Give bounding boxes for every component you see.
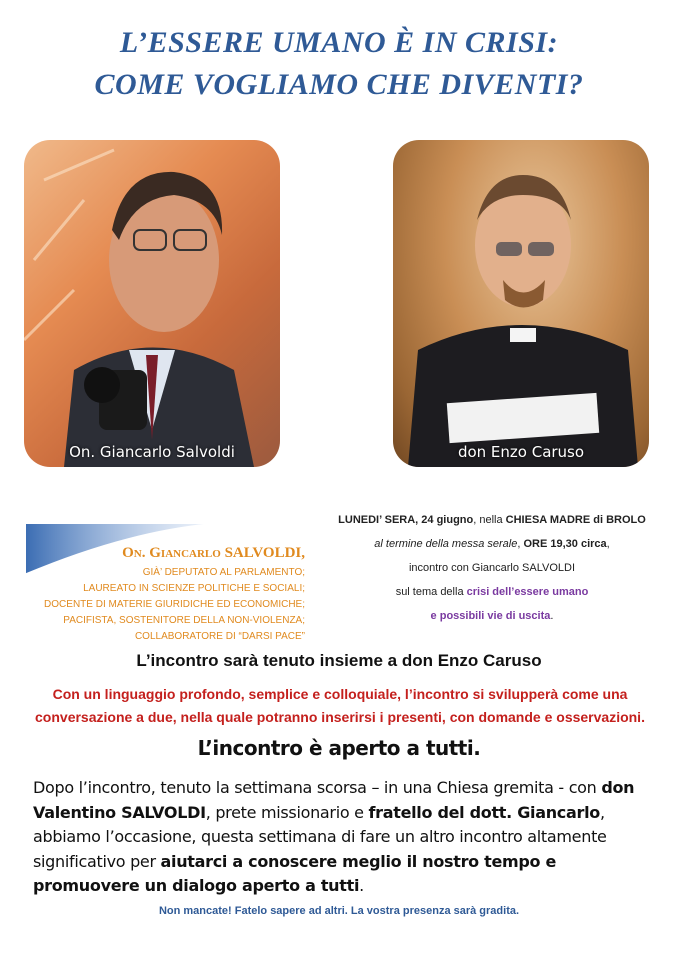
body-bold: don Valentino SALVOLDI [33,778,635,822]
event-date: LUNEDI’ SERA, 24 giugno [338,514,474,526]
body-text: , abbiamo l’occasione, questa settimana di fare un altro incontro altamente significativo per [33,802,607,871]
event-line-4 [322,580,662,604]
photo-enzo-caruso [393,140,649,467]
bio-line: COLLABORATORE DI “DARSI PACE” [134,631,305,642]
body-text: Dopo l’incontro, tenuto la settimana scorsa – in una Chiesa gremita - con [33,778,602,797]
event-text: . [550,610,554,622]
footer-note: Non mancate! Fatelo sapere ad altri. La vostra presenza sarà gradita. [158,905,520,917]
body-bold: aiutarci a conoscere meglio il nostro tempo e promuovere un dialogo aperto a tutti [33,851,557,895]
event-timing: al termine della messa serale [374,538,518,550]
event-topic: crisi dell’essere umano [466,586,589,598]
bio-lines [0,565,305,645]
bio-name: On. Giancarlo SALVOLDI, [122,545,305,561]
event-text: , [606,538,610,550]
event-line-1 [322,508,662,532]
open-to-all-heading: L’incontro è aperto a tutti. [197,736,481,760]
portrait-illustration-right [393,140,649,467]
event-text: sul tema della [395,586,467,598]
event-topic-2: e possibili vie di uscita [430,610,551,622]
headline: L’incontro sarà tenuto insieme a don Enzo Caruso [136,651,542,670]
bio-line: PACIFISTA, SOSTENITORE DELLA NON-VIOLENZA; [63,615,305,626]
bio-line: DOCENTE DI MATERIE GIURIDICHE ED ECONOMICHE; [44,599,305,610]
red-description: Con un linguaggio profondo, semplice e colloquiale, l’incontro si svilupperà come una conversazione a due, nella quale potranno inserirsi i presenti, con domande e osservazioni. [35,686,645,725]
event-time: ORE 19,30 circa [523,538,607,550]
photo-caption-left: On. Giancarlo Salvoldi [69,443,235,461]
event-text: , nella [473,514,506,526]
event-text: , [517,538,524,550]
event-location: CHIESA MADRE di BROLO [505,514,646,526]
event-line-3: incontro con Giancarlo SALVOLDI [408,562,576,574]
bio-line: LAUREATO IN SCIENZE POLITICHE E SOCIALI; [83,583,305,594]
event-line-5 [322,604,662,628]
bio-line: GIÀ’ DEPUTATO AL PARLAMENTO; [142,567,305,578]
event-line-2 [322,532,662,556]
body-text: , prete missionario e [205,802,369,822]
body-bold: fratello del dott. Giancarlo [368,802,600,822]
body-text: . [359,876,364,895]
body-paragraph [33,776,653,899]
flyer-title-line-2: COME VOGLIAMO CHE DIVENTI? [94,68,584,101]
photo-caption-right: don Enzo Caruso [457,443,585,461]
photo-giancarlo-salvoldi [24,140,280,467]
event-details [322,508,662,628]
portrait-illustration-left [24,140,280,467]
flyer-title-line-1: L’ESSERE UMANO È IN CRISI: [119,26,559,59]
